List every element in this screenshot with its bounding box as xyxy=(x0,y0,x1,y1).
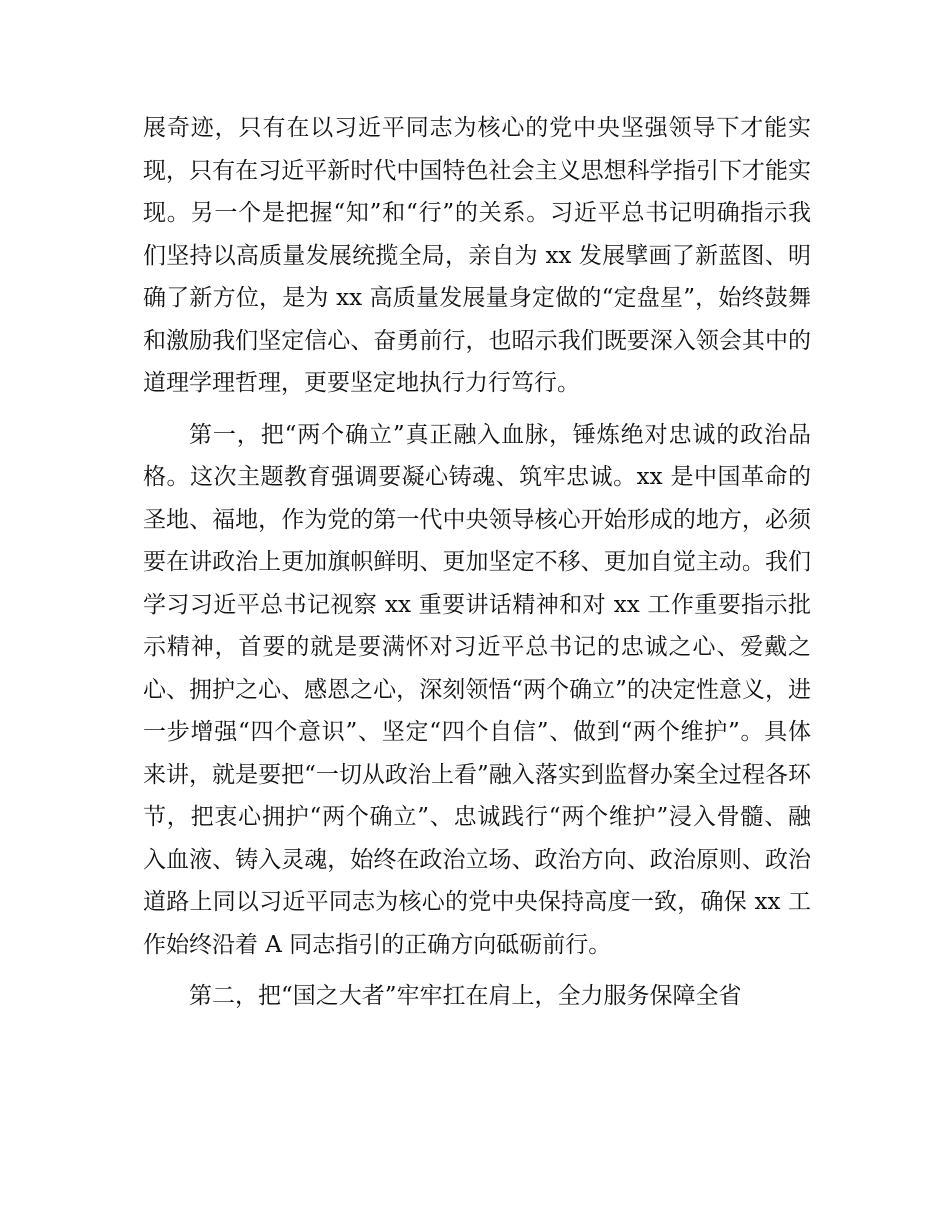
document-body xyxy=(143,107,811,1018)
paragraph-continuation: 展奇迹，只有在以习近平同志为核心的党中央坚强领导下才能实现，只有在习近平新时代中国特色社会主义思想科学指引下才能实现。另一个是把握“知”和“行”的关系。习近平总书记明确指示我们坚持以高质量发展统揽全局，亲自为 xx 发展擘画了新蓝图、明确了新方位，是为 xx 高质量发展量身定做的“定盘星”，始终鼓舞和激励我们坚定信心、奋勇前行，也昭示我们既要深入领会其中的道理学理哲理，更要坚定地执行力行笃行。 xyxy=(143,115,811,396)
paragraph-second-point: 第二，把“国之大者”牢牢扛在肩上，全力服务保障全省 xyxy=(189,983,742,1009)
paragraph-first-point: 第一，把“两个确立”真正融入血脉，锤炼绝对忠诚的政治品格。这次主题教育强调要凝心铸魂、筑牢忠诚。xx 是中国革命的圣地、福地，作为党的第一代中央领导核心开始形成的地方，必须要在讲政治上更加旗帜鲜明、更加坚定不移、更加自觉主动。我们学习习近平总书记视察 xx 重要讲话精神和对 xx 工作重要指示批示精神，首要的就是要满怀对习近平总书记的忠诚之心、爱戴之心、拥护之心、感恩之心，深刻领悟“两个确立”的决定性意义，进一步增强“四个意识”、坚定“四个自信”、做到“两个维护”。具体来讲，就是要把“一切从政治上看”融入落实到监督办案全过程各环节，把衷心拥护“两个确立”、忠诚践行“两个维护”浸入骨髓、融入血液、铸入灵魂，始终在政治立场、政治方向、政治原则、政治道路上同以习近平同志为核心的党中央保持高度一致，确保 xx 工作始终沿着 A 同志指引的正确方向砥砺前行。 xyxy=(143,421,811,958)
